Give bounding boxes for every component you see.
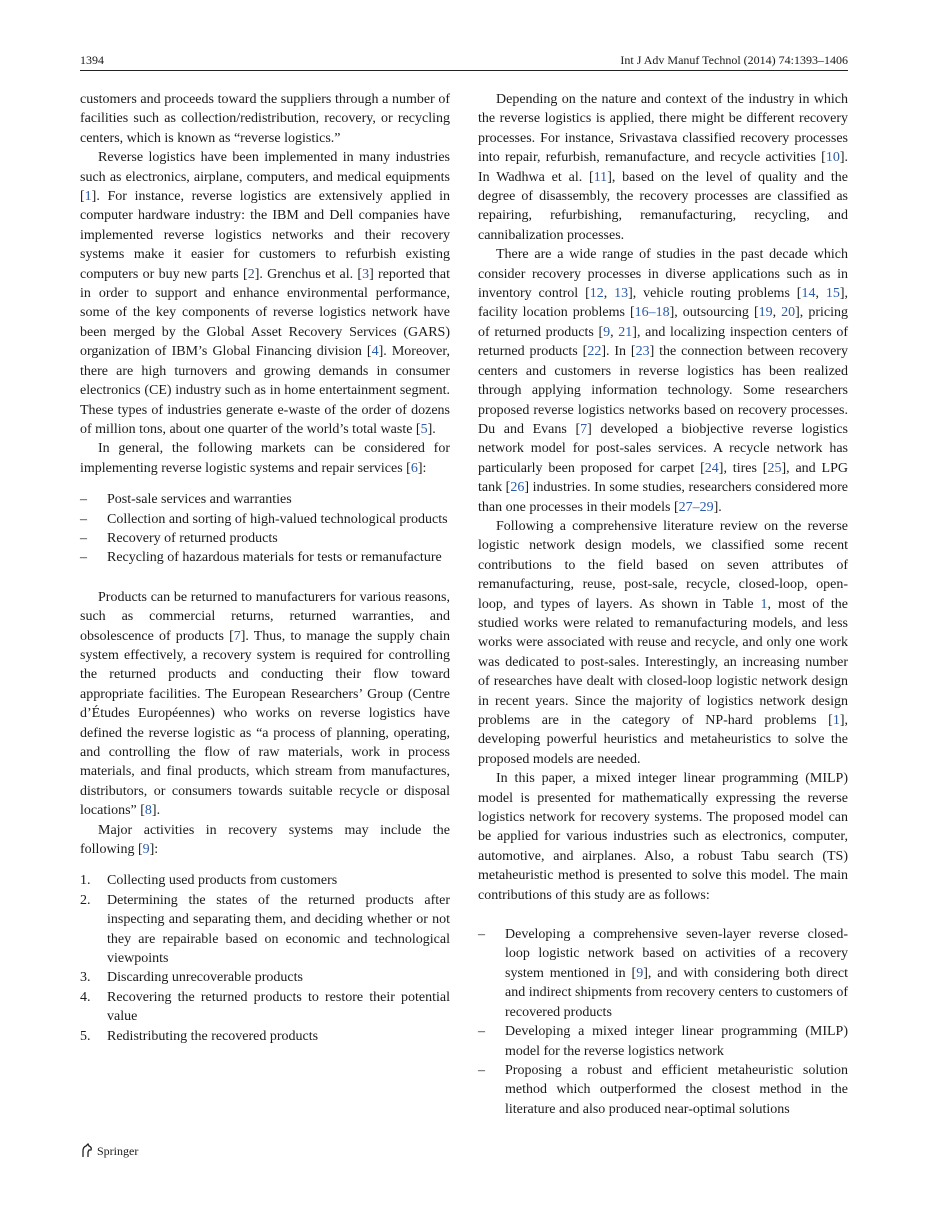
running-header [80, 50, 848, 71]
list-item: 4. Recovering the returned products to restore their potential value [80, 989, 450, 1025]
citation-link[interactable]: 12 [589, 286, 604, 302]
paragraph: There are a wide range of studies in the past decade which consider recovery processes in diverse applications such as in inventory control [12, 13], vehicle routing problems [14, 15], facility location problems [16–18], outsourcing [19, 20], pricing of returned products [9, 21], and localizing inspection centers of returned products [22]. In [23] the connection between recovery centers and customers in reverse logistics has been realized through applying information technology. Some researchers proposed reverse logistics networks based on recovery processes. Du and Evans [7] developed a biobjective reverse logistics network model for post-sales services. A recycle network has particularly been proposed for carpet [24], tires [25], and LPG tank [26] industries. In some studies, researchers considered more than one processes in their models [27–29]. [478, 247, 849, 515]
paragraph: Major activities in recovery systems may include the following [9]: [80, 822, 450, 858]
list-item: 1. Collecting used products from customers [80, 873, 338, 889]
list-item: – Post-sale services and warranties [80, 492, 292, 508]
citation-link[interactable]: 8 [144, 803, 152, 819]
springer-horse-icon [80, 1143, 94, 1164]
paragraph: customers and proceeds toward the suppliers through a number of facilities such as collection/redistribution, recovery, or recycling centers, which is known as “reverse logistics.” [80, 92, 450, 146]
citation-link[interactable]: 9 [142, 842, 150, 858]
citation-link[interactable]: 2 [247, 266, 255, 282]
list-item: 2. Determining the states of the returned products after inspecting and separating them, and deciding whether or not they are repairable based on economic and technological viewpoints [80, 892, 450, 967]
markets-list [80, 490, 450, 568]
list-item: – Developing a comprehensive seven-layer reverse closed-loop logistic network based on activities of a recovery system mentioned in [9], and with considering both direct and indirect shipments from recovery centers to customers of recovered products [478, 927, 849, 1020]
list-item: – Developing a mixed integer linear programming (MILP) model for the reverse logistics network [478, 1024, 848, 1059]
page-number: 1394 [80, 53, 104, 67]
journal-citation: Int J Adv Manuf Technol (2014) 74:1393–1406 [620, 53, 848, 67]
list-item: – Collection and sorting of high-valued technological products [80, 511, 448, 527]
citation-link[interactable]: 3 [362, 266, 370, 282]
table-link[interactable]: 1 [760, 596, 768, 612]
citation-link[interactable]: 26 [510, 480, 525, 496]
citation-link[interactable]: 9 [636, 965, 644, 981]
citation-link[interactable]: 11 [593, 169, 608, 185]
left-column [80, 90, 450, 1064]
paragraph: Depending on the nature and context of the industry in which the reverse logistics is applied, there might be different recovery processes. For instance, Srivastava classified recovery processes into repair, refurbish, remanufacture, and recycle activities [10]. In Wadhwa et al. [11], based on the level of quality and the degree of disassembly, the recovery processes are classified as repairing, refurbishing, remanufacturing, recycling, and cannibalization processes. [478, 92, 848, 243]
citation-link[interactable]: 1 [84, 189, 92, 205]
citation-link[interactable]: 10 [825, 150, 840, 166]
citation-link[interactable]: 14 [801, 286, 816, 302]
paragraph: Following a comprehensive literature review on the reverse logistic network design models, we classified some recent contributions to the field based on seven attributes of remanufacturing, reuse, post-sale, recycle, closed-loop, open-loop, and types of layers. As shown in Table 1, most of the studied works were related to remanufacturing models, and less works were associated with reuse and recycle, and only one work was dedicated to post-sales. Interestingly, an increasing number of researches have dealt with closed-loop logistic network design in recent years. Since the majority of logistics network design problems are in the category of NP-hard problems [1], developing powerful heuristics and metaheuristics to solve the proposed models are needed. [478, 518, 848, 767]
paragraph: In general, the following markets can be considered for implementing reverse logistic systems and repair services [6]: [80, 441, 450, 476]
citation-link[interactable]: 6 [410, 460, 418, 476]
citation-link[interactable]: 5 [420, 421, 428, 437]
list-item: 5. Redistributing the recovered products [80, 1028, 319, 1044]
citation-link[interactable]: 7 [580, 421, 588, 437]
citation-link[interactable]: 19 [758, 305, 773, 321]
citation-link[interactable]: 4 [371, 344, 379, 360]
citation-link[interactable]: 1 [832, 713, 840, 728]
citation-link[interactable]: 20 [781, 305, 796, 321]
activities-list [80, 871, 450, 1046]
citation-link[interactable]: 23 [635, 344, 650, 360]
citation-link[interactable]: 25 [767, 460, 782, 476]
citation-link[interactable]: 21 [618, 324, 633, 340]
paragraph: In this paper, a mixed integer linear programming (MILP) model is presented for mathematically expressing the reverse logistics network for recovery systems. The proposed model can be applied for various industries such as electronics, computer, automotive, and airplanes. Also, a robust Tabu search (TS) metaheuristic method is presented to solve this model. The main contributions of this study are as follows: [478, 771, 848, 903]
citation-link[interactable]: 27–29 [678, 499, 714, 515]
citation-link[interactable]: 9 [603, 324, 611, 340]
publisher-footer [80, 1141, 138, 1161]
list-item: 3. Discarding unrecoverable products [80, 970, 303, 986]
citation-link[interactable]: 15 [825, 286, 840, 302]
citation-link[interactable]: 7 [233, 628, 241, 644]
list-item: – Proposing a robust and efficient metaheuristic solution method which outperformed the closest method in the literature and also produced near-optimal solutions [478, 1062, 848, 1117]
right-column [478, 90, 848, 1137]
list-item: – Recycling of hazardous materials for tests or remanufacture [80, 550, 442, 566]
citation-link[interactable]: 16–18 [634, 305, 670, 321]
contributions-list [478, 925, 848, 1119]
citation-link[interactable]: 22 [587, 344, 602, 360]
publisher-name: Springer [97, 1144, 139, 1158]
citation-link[interactable]: 13 [614, 286, 629, 302]
paragraph: Reverse logistics have been implemented in many industries such as electronics, airplane, computers, and medical equipments [1]. For instance, reverse logistics are extensively applied in computer hardware industry: the IBM and Dell companies have implemented reverse logistics networks and their recovery systems make it easier for customers to refurbish existing computers or buy new parts [2]. Grenchus et al. [3] reported that in order to support and enhance environmental performance, some of the key components of reverse logistics network have been merged by the Global Asset Recovery Services (GARS) organization of IBM’s Global Financing division [4]. Moreover, there are high turnovers and growing demands in consumer electronics (CE) industry such as in home entertainment segment. These types of industries generate e-waste of the order of dozens of million tons, about one quarter of the world’s total waste [5]. [80, 150, 450, 437]
paragraph: Products can be returned to manufacturers for various reasons, such as commercial returns, returned warranties, and obsolescence of products [7]. Thus, to manage the supply chain system effectively, a recovery system is required for controlling the returned products and conducting their flow toward appropriate facilities. The European Researchers’ Group (Centre d’Études Européennes) who works on reverse logistics have defined the reverse logistic as “a process of planning, operating, and controlling the flow of raw materials, work in process materials, and final products, which stream from manufactures, distributors, or consumers towards suitable recycle or disposal locations” [8]. [80, 589, 450, 819]
list-item: – Recovery of returned products [80, 530, 278, 546]
citation-link[interactable]: 24 [704, 460, 719, 476]
